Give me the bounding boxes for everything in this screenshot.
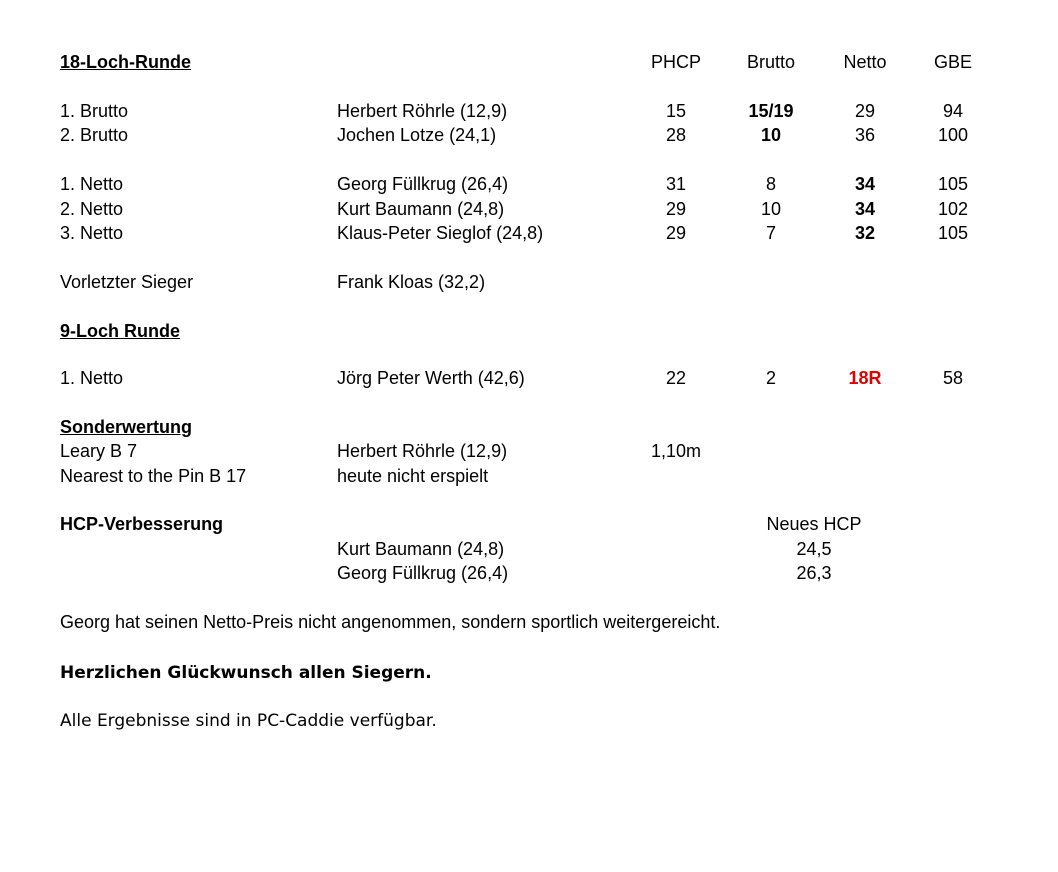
row-gbe: 105 <box>937 223 969 243</box>
section-18-title: 18-Loch-Runde <box>60 52 192 72</box>
row-phcp: 29 <box>665 223 687 243</box>
nearest-name: heute nicht erspielt <box>337 466 489 486</box>
row-gbe: 102 <box>937 199 969 219</box>
section-9-title: 9-Loch Runde <box>60 321 180 341</box>
vorletzter-name: Frank Kloas (32,2) <box>337 272 486 292</box>
row-phcp: 15 <box>665 101 687 121</box>
row-netto: 36 <box>854 125 876 145</box>
row-phcp: 31 <box>665 174 687 194</box>
note-congrats: Herzlichen Glückwunsch allen Siegern. <box>60 663 432 683</box>
row-place: 3. Netto <box>60 223 124 243</box>
hcp-row-value: 26,3 <box>796 563 832 583</box>
row-brutto: 10 <box>760 199 782 219</box>
row-name: Georg Füllkrug (26,4) <box>337 174 509 194</box>
vorletzter-label: Vorletzter Sieger <box>60 272 194 292</box>
row-name: Jochen Lotze (24,1) <box>337 125 497 145</box>
row-gbe: 58 <box>942 368 964 388</box>
row-place: 2. Brutto <box>60 125 129 145</box>
row-brutto: 2 <box>765 368 776 388</box>
row-gbe: 94 <box>942 101 964 121</box>
hcp-row-name: Kurt Baumann (24,8) <box>337 539 505 559</box>
note-results: Alle Ergebnisse sind in PC-Caddie verfügbar. <box>60 711 437 731</box>
hcp-row-name: Georg Füllkrug (26,4) <box>337 563 509 583</box>
row-brutto: 10 <box>760 125 782 145</box>
leary-label: Leary B 7 <box>60 441 138 461</box>
header-brutto: Brutto <box>746 52 796 72</box>
nearest-label: Nearest to the Pin B 17 <box>60 466 247 486</box>
header-phcp: PHCP <box>650 52 701 72</box>
row-name: Klaus-Peter Sieglof (24,8) <box>337 223 544 243</box>
row-brutto: 8 <box>765 174 776 194</box>
row-brutto: 7 <box>765 223 776 243</box>
row-place: 2. Netto <box>60 199 124 219</box>
row-phcp: 22 <box>665 368 687 388</box>
header-netto: Netto <box>843 52 887 72</box>
leary-value: 1,10m <box>650 441 702 461</box>
row-phcp: 29 <box>665 199 687 219</box>
row-brutto: 15/19 <box>748 101 794 121</box>
leary-name: Herbert Röhrle (12,9) <box>337 441 508 461</box>
row-place: 1. Netto <box>60 174 124 194</box>
row-netto: 34 <box>854 199 876 219</box>
row-place: 1. Brutto <box>60 101 129 121</box>
hcp-title: HCP-Verbesserung <box>60 514 224 534</box>
row-name: Kurt Baumann (24,8) <box>337 199 505 219</box>
row-gbe: 105 <box>937 174 969 194</box>
hcp-row-value: 24,5 <box>796 539 832 559</box>
row-netto: 29 <box>854 101 876 121</box>
hcp-header: Neues HCP <box>766 514 862 534</box>
note-georg: Georg hat seinen Netto-Preis nicht angenommen, sondern sportlich weitergereicht. <box>60 612 721 632</box>
sonder-title: Sonderwertung <box>60 417 193 437</box>
row-phcp: 28 <box>665 125 687 145</box>
row-netto: 32 <box>854 223 876 243</box>
header-gbe: GBE <box>933 52 972 72</box>
row-netto: 18R <box>848 368 882 388</box>
row-name: Herbert Röhrle (12,9) <box>337 101 508 121</box>
row-netto: 34 <box>854 174 876 194</box>
row-place: 1. Netto <box>60 368 124 388</box>
row-name: Jörg Peter Werth (42,6) <box>337 368 525 388</box>
row-gbe: 100 <box>937 125 969 145</box>
